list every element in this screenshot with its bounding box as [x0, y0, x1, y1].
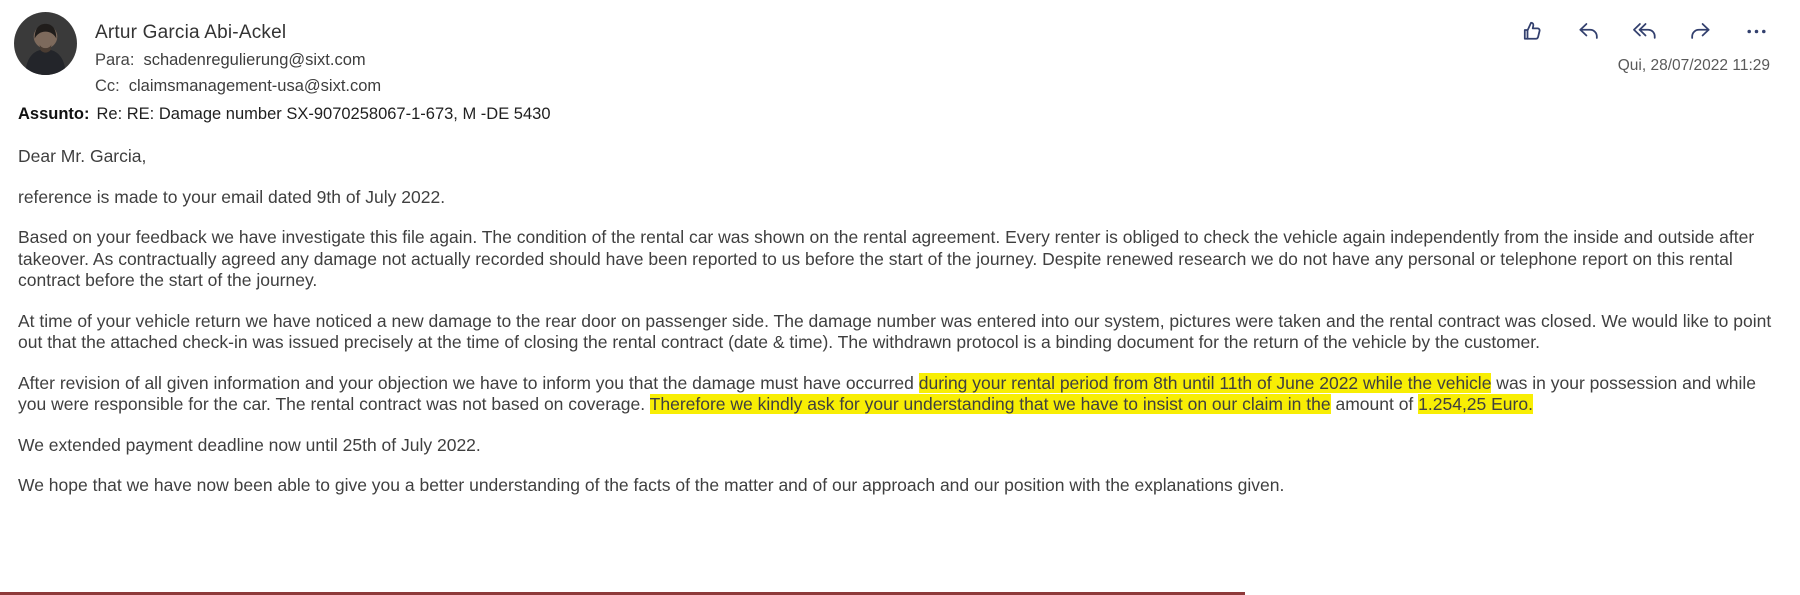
more-options-icon[interactable] [1743, 18, 1770, 45]
body-paragraph [18, 435, 1786, 457]
cc-row [95, 77, 381, 96]
subject-value: Re: RE: Damage number SX-9070258067-1-673, M -DE 5430 [96, 105, 551, 123]
body-paragraph [18, 227, 1786, 292]
body-paragraph [18, 311, 1786, 354]
cc-label: Cc: [95, 77, 120, 95]
reply-icon[interactable] [1575, 18, 1602, 45]
email-header [0, 12, 1800, 96]
reply-all-icon[interactable] [1631, 18, 1658, 45]
body-text: Dear Mr. Garcia, [18, 146, 147, 166]
message-toolbar [1519, 18, 1770, 45]
highlighted-text: during your rental period from 8th until 11th of June 2022 while the vehicle [918, 372, 1492, 393]
to-address[interactable]: schadenregulierung@sixt.com [143, 51, 366, 69]
header-main [95, 12, 381, 96]
sender-avatar[interactable] [14, 12, 77, 75]
message-date: Qui, 28/07/2022 11:29 [1617, 57, 1770, 74]
body-text: Based on your feedback we have investigate this file again. The condition of the rental car was shown on the rental agreement. Every renter is obliged to check the vehicle again independently from the inside and outside after takeover. As contractually agreed any damage not actually recorded should have been reported to us before the start of the journey. Despite renewed research we do not have any personal or telephone report on this rental contract before the start of the journey. [18, 227, 1755, 290]
person-photo-placeholder [14, 12, 77, 75]
to-row [95, 51, 381, 70]
body-text: reference is made to your email dated 9th of July 2022. [18, 186, 446, 207]
sender-name[interactable]: Artur Garcia Abi-Ackel [95, 22, 287, 43]
body-paragraph [18, 187, 1786, 209]
subject-line [0, 105, 1800, 124]
body-text: was in your possession and while you were responsible for the car. The rental contract was not based on coverage. [18, 372, 1757, 414]
body-paragraph [18, 146, 1786, 168]
body-text: At time of your vehicle return we have noticed a new damage to the rear door on passenger side. The damage number was entered into our system, pictures were taken and the rental contract was closed. We would like to point out that the attached check-in was issued precisely at the time of closing the rental contract (date & time). The withdrawn protocol is a binding document for the return of the vehicle by the customer. [18, 310, 1772, 352]
subject-label: Assunto: [18, 105, 90, 123]
body-paragraph [18, 475, 1786, 497]
highlighted-text: Therefore we kindly ask for your understanding that we have to insist on our claim in the [649, 394, 1331, 414]
body-text: After revision of all given information and your objection we have to inform you that the damage must have occurred [18, 372, 919, 393]
email-body [0, 124, 1800, 497]
header-right [1519, 18, 1770, 75]
to-label: Para: [95, 51, 135, 69]
body-text: We extended payment deadline now until 25th of July 2022. [18, 434, 481, 455]
body-paragraph [18, 373, 1786, 416]
cc-address[interactable]: claimsmanagement-usa@sixt.com [128, 77, 382, 95]
highlighted-text: 1.254,25 Euro. [1418, 394, 1533, 414]
body-text: We hope that we have now been able to give you a better understanding of the facts of the matter and of our approach and our position with the explanations given. [18, 475, 1285, 495]
like-icon[interactable] [1519, 18, 1546, 45]
forward-icon[interactable] [1687, 18, 1714, 45]
body-text: amount of [1330, 394, 1419, 414]
